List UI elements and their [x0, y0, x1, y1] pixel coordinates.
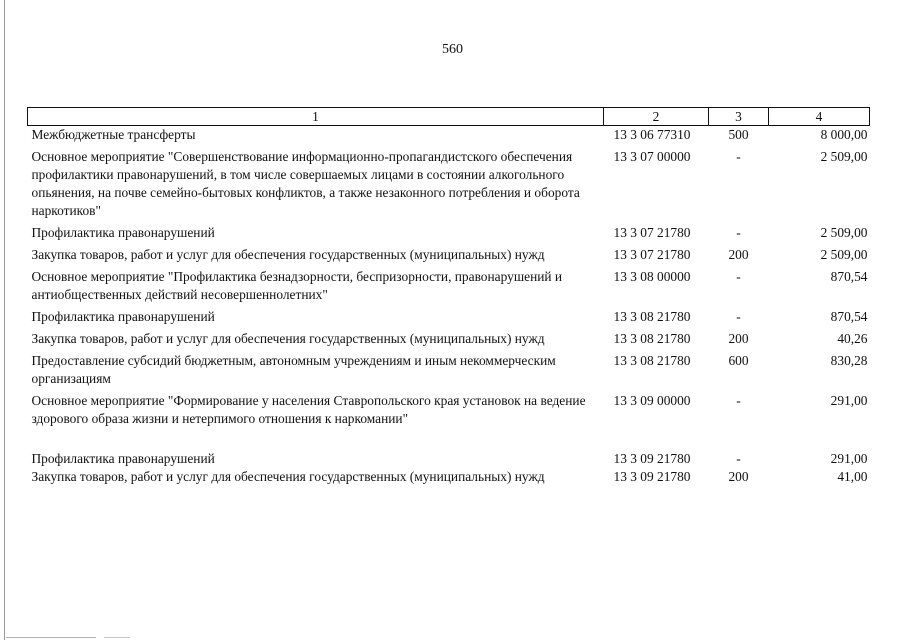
row-name: Основное мероприятие "Профилактика безнадзорности, беспризорности, правонарушений и антиобщественных действий несовершеннолетних" [31, 269, 563, 302]
table-header [28, 108, 870, 126]
row-code: 13 3 09 21780 [613, 451, 691, 466]
scan-left-edge-line [4, 0, 5, 640]
table-row [28, 352, 870, 392]
row-sum: 40,26 [837, 331, 868, 346]
row-sum: 2 509,00 [820, 149, 868, 164]
row-sum: 830,28 [830, 353, 868, 368]
row-kind: 200 [728, 331, 749, 346]
row-kind: - [736, 225, 741, 240]
row-code: 13 3 09 21780 [613, 469, 691, 484]
row-name: Основное мероприятие "Совершенствование информационно-пропагандистского обеспечения профилактики правонарушений, в том числе совершаемых лицами в состоянии алкогольного опьянения, на почве семейно-бытовых конфликтов, а также незаконного потребления и оборота наркотиков" [31, 149, 580, 218]
header-cell-name: 1 [28, 108, 604, 126]
header-cell-kind: 3 [709, 108, 769, 126]
page-number: 560 [442, 42, 463, 57]
row-code: 13 3 08 21780 [613, 331, 691, 346]
row-code: 13 3 08 21780 [613, 353, 691, 368]
row-kind: 500 [728, 127, 749, 142]
row-kind: - [736, 451, 741, 466]
row-code: 13 3 06 77310 [613, 127, 691, 142]
row-kind: - [736, 309, 741, 324]
row-kind: - [736, 149, 741, 164]
row-code: 13 3 08 21780 [613, 309, 691, 324]
row-kind: 600 [728, 353, 749, 368]
row-code: 13 3 07 00000 [613, 149, 691, 164]
row-sum: 870,54 [830, 269, 868, 284]
row-sum: 2 509,00 [820, 247, 868, 262]
row-sum: 291,00 [830, 451, 868, 466]
header-cell-sum: 4 [769, 108, 870, 126]
table-body [28, 126, 870, 487]
table-row [28, 308, 870, 330]
table-row [28, 268, 870, 308]
row-kind: 200 [728, 469, 749, 484]
row-sum: 870,54 [830, 309, 868, 324]
row-sum: 41,00 [837, 469, 868, 484]
row-kind: - [736, 393, 741, 408]
table-row [28, 148, 870, 224]
row-name: Профилактика правонарушений [31, 451, 215, 466]
row-name: Закупка товаров, работ и услуг для обеспечения государственных (муниципальных) нужд [31, 331, 545, 346]
row-sum: 2 509,00 [820, 225, 868, 240]
row-name: Закупка товаров, работ и услуг для обеспечения государственных (муниципальных) нужд [31, 469, 545, 484]
row-name: Основное мероприятие "Формирование у населения Ставропольского края установок на ведение здорового образа жизни и нетерпимого отношения к наркомании" [31, 393, 586, 426]
row-code: 13 3 07 21780 [613, 225, 691, 240]
row-sum: 291,00 [830, 393, 868, 408]
table-row [28, 246, 870, 268]
row-code: 13 3 07 21780 [613, 247, 691, 262]
table-header-row [28, 108, 870, 126]
table-row [28, 224, 870, 246]
table-row [28, 468, 870, 486]
row-name: Профилактика правонарушений [31, 309, 215, 324]
row-name: Предоставление субсидий бюджетным, автономным учреждениям и иным некоммерческим организациям [31, 353, 556, 386]
row-sum: 8 000,00 [820, 127, 868, 142]
row-name: Межбюджетные трансферты [31, 127, 196, 142]
table-row [28, 450, 870, 468]
row-name: Профилактика правонарушений [31, 225, 215, 240]
header-cell-code: 2 [604, 108, 709, 126]
row-kind: 200 [728, 247, 749, 262]
budget-table [27, 107, 870, 486]
row-code: 13 3 09 00000 [613, 393, 691, 408]
table-row [28, 392, 870, 450]
scan-bottom-mark [104, 637, 130, 638]
table-row [28, 126, 870, 149]
row-name: Закупка товаров, работ и услуг для обеспечения государственных (муниципальных) нужд [31, 247, 545, 262]
row-code: 13 3 08 00000 [613, 269, 691, 284]
table-row [28, 330, 870, 352]
row-kind: - [736, 269, 741, 284]
scan-bottom-line [6, 637, 96, 638]
